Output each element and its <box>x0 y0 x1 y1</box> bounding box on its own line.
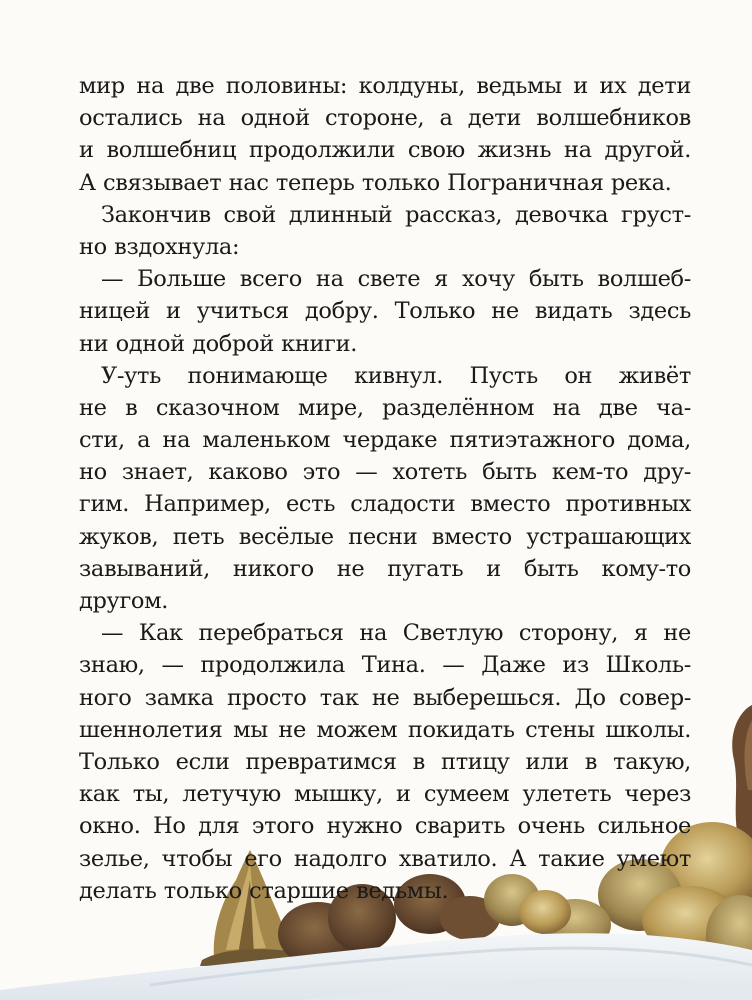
text-line: А связывает нас теперь только Пограничная река. <box>79 169 672 196</box>
text-line: ницей и учиться добру. Только не видать здесь <box>79 298 691 325</box>
text-line: — Как перебраться на Светлую сторону, я не <box>101 620 691 647</box>
text-line: знаю, — продолжила Тина. — Даже из Школь- <box>79 652 691 679</box>
text-line: шеннолетия мы не можем покидать стены школы. <box>79 716 691 743</box>
text-line: Только если превратимся в птицу или в такую, <box>79 748 691 775</box>
text-line: У-уть понимающе кивнул. Пусть он живёт <box>101 362 691 389</box>
text-line: жуков, петь весёлые песни вместо устрашающих <box>79 523 691 550</box>
text-line: гим. Например, есть сладости вместо противных <box>79 491 691 518</box>
text-line: — Больше всего на свете я хочу быть волшеб- <box>101 266 691 293</box>
text-line: делать только старшие ведьмы. <box>79 877 449 904</box>
paragraph <box>79 70 691 199</box>
text-line: Закончив свой длинный рассказ, девочка груст- <box>101 201 691 228</box>
paragraph <box>79 617 691 907</box>
text-line: остались на одной стороне, а дети волшебников <box>79 105 691 132</box>
text-line: как ты, летучую мышку, и сумеем улететь через <box>79 781 691 808</box>
text-line: окно. Но для этого нужно сварить очень сильное <box>79 813 691 840</box>
text-line: но знает, каково это — хотеть быть кем-то дру- <box>79 459 691 486</box>
paragraph <box>79 360 691 618</box>
text-line: зелье, чтобы его надолго хватило. А такие умеют <box>79 845 691 872</box>
paragraph <box>79 263 691 360</box>
text-line: завываний, никого не пугать и быть кому-то <box>79 555 691 582</box>
text-line: не в сказочном мире, разделённом на две ча- <box>79 394 691 421</box>
text-line: ни одной доброй книги. <box>79 330 358 357</box>
text-line: ного замка просто так не выберешься. До совер- <box>79 684 691 711</box>
text-line: мир на две половины: колдуны, ведьмы и их дети <box>79 73 691 99</box>
paragraph <box>79 199 691 263</box>
text-line: сти, а на маленьком чердаке пятиэтажного дома, <box>79 427 691 454</box>
body-text <box>79 70 691 907</box>
text-line: но вздохнула: <box>79 233 240 260</box>
text-line: и волшебниц продолжили свою жизнь на другой. <box>79 137 691 164</box>
text-line: другом. <box>79 588 169 614</box>
